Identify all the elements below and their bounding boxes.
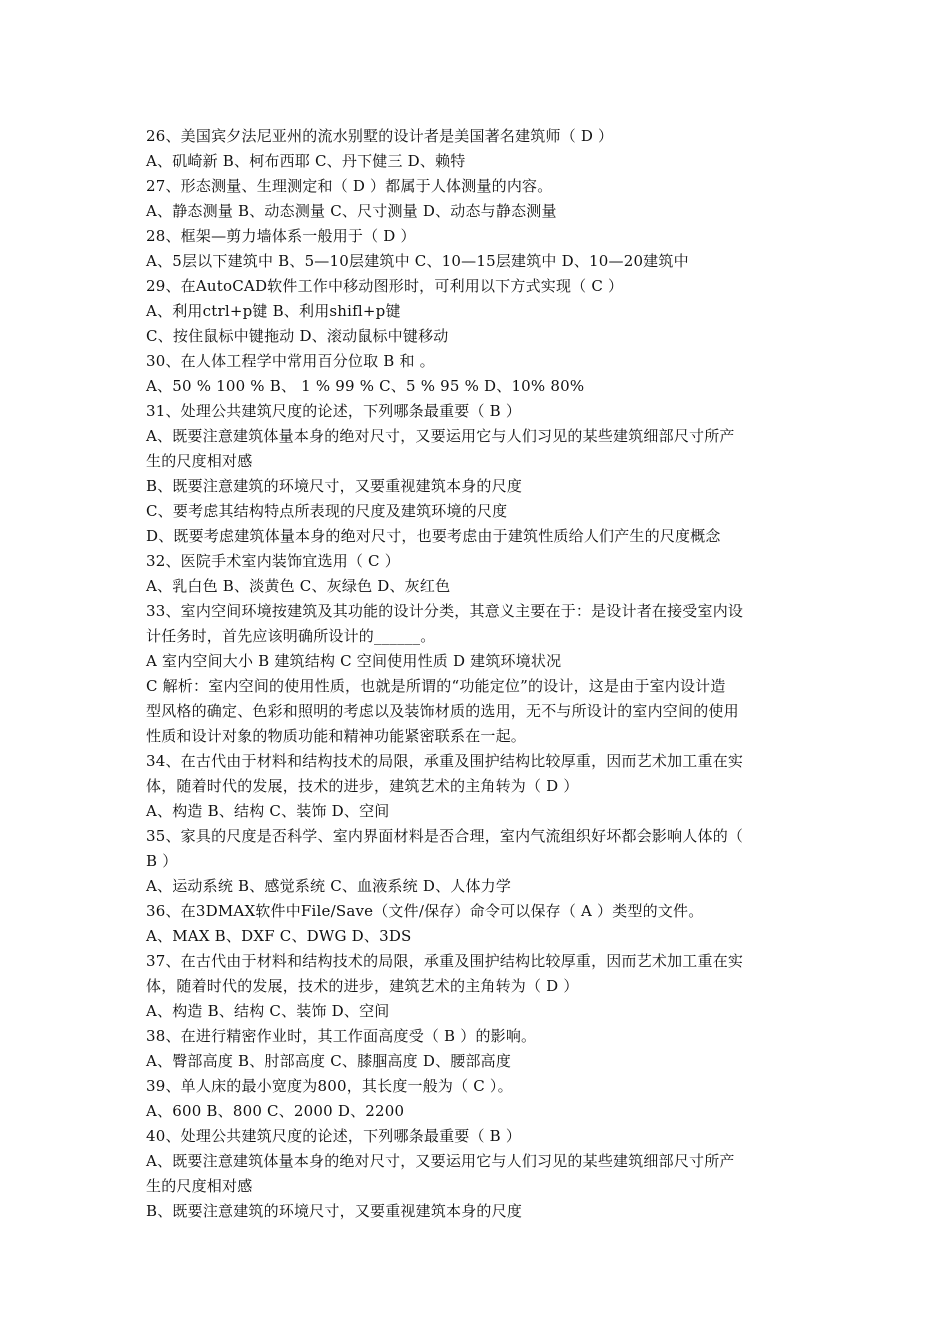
option-31-a-line-1: A、既要注意建筑体量本身的绝对尺寸，又要运用它与人们习见的某些建筑细部尺寸所产 (146, 427, 735, 445)
question-34-line-1: 34、在古代由于材料和结构技术的局限，承重及围护结构比较厚重，因而艺术加工重在实 (146, 752, 744, 770)
options-28: A、5层以下建筑中 B、5—10层建筑中 C、10—15层建筑中 D、10—20建筑中 (146, 252, 689, 270)
question-39: 39、单人床的最小宽度为800，其长度一般为（ C ）。 (146, 1077, 513, 1095)
analysis-33-line-1: C 解析：室内空间的使用性质，也就是所谓的“功能定位”的设计，这是由于室内设计造 (146, 677, 726, 695)
question-38: 38、在进行精密作业时，其工作面高度受（ B ）的影响。 (146, 1027, 537, 1045)
option-31-b: B、既要注意建筑的环境尺寸，又要重视建筑本身的尺度 (146, 477, 523, 495)
document-body (146, 124, 814, 1224)
question-34-line-2: 体，随着时代的发展，技术的进步，建筑艺术的主角转为（ D ） (146, 777, 579, 795)
options-26: A、矶崎新 B、柯布西耶 C、丹下健三 D、赖特 (146, 152, 466, 170)
question-28: 28、框架—剪力墙体系一般用于（ D ） (146, 227, 416, 245)
options-39: A、600 B、800 C、2000 D、2200 (146, 1102, 405, 1120)
option-40-b: B、既要注意建筑的环境尺寸，又要重视建筑本身的尺度 (146, 1202, 523, 1220)
analysis-33-line-3: 性质和设计对象的物质功能和精神功能紧密联系在一起。 (146, 727, 527, 745)
options-37: A、构造 B、结构 C、装饰 D、空间 (146, 1002, 390, 1020)
options-29-line-2: C、按住鼠标中键拖动 D、滚动鼠标中键移动 (146, 327, 449, 345)
options-32: A、乳白色 B、淡黄色 C、灰绿色 D、灰红色 (146, 577, 451, 595)
option-40-a-line-2: 生的尺度相对感 (146, 1177, 253, 1195)
options-34: A、构造 B、结构 C、装饰 D、空间 (146, 802, 390, 820)
question-27: 27、形态测量、生理测定和（ D ）都属于人体测量的内容。 (146, 177, 553, 195)
option-40-a-line-1: A、既要注意建筑体量本身的绝对尺寸，又要运用它与人们习见的某些建筑细部尺寸所产 (146, 1152, 735, 1170)
question-36: 36、在3DMAX软件中File/Save（文件/保存）命令可以保存（ A ）类型的文件。 (146, 902, 704, 920)
question-37-line-2: 体，随着时代的发展，技术的进步，建筑艺术的主角转为（ D ） (146, 977, 579, 995)
option-31-d: D、既要考虑建筑体量本身的绝对尺寸，也要考虑由于建筑性质给人们产生的尺度概念 (146, 527, 721, 545)
question-33-line-2: 计任务时，首先应该明确所设计的______。 (146, 627, 436, 645)
options-36: A、MAX B、DXF C、DWG D、3DS (146, 927, 412, 945)
option-31-a-line-2: 生的尺度相对感 (146, 452, 253, 470)
question-30: 30、在人体工程学中常用百分位取 B 和 。 (146, 352, 435, 370)
question-37-line-1: 37、在古代由于材料和结构技术的局限，承重及围护结构比较厚重，因而艺术加工重在实 (146, 952, 744, 970)
question-40: 40、处理公共建筑尺度的论述，下列哪条最重要（ B ） (146, 1127, 522, 1145)
options-29-line-1: A、利用ctrl+p键 B、利用shifl+p键 (146, 302, 401, 320)
question-35-line-2: B ） (146, 852, 178, 870)
options-27: A、静态测量 B、动态测量 C、尺寸测量 D、动态与静态测量 (146, 202, 557, 220)
options-33: A 室内空间大小 B 建筑结构 C 空间使用性质 D 建筑环境状况 (146, 652, 562, 670)
options-38: A、臀部高度 B、肘部高度 C、膝腘高度 D、腰部高度 (146, 1052, 512, 1070)
question-31: 31、处理公共建筑尺度的论述，下列哪条最重要（ B ） (146, 402, 522, 420)
options-30: A、50 % 100 % B、 1 % 99 % C、5 % 95 % D、10% 80% (146, 377, 585, 395)
question-35-line-1: 35、家具的尺度是否科学、室内界面材料是否合理，室内气流组织好坏都会影响人体的（ (146, 827, 744, 845)
option-31-c: C、要考虑其结构特点所表现的尺度及建筑环境的尺度 (146, 502, 508, 520)
analysis-33-line-2: 型风格的确定、色彩和照明的考虑以及装饰材质的选用，无不与所设计的室内空间的使用 (146, 702, 739, 720)
question-33-line-1: 33、室内空间环境按建筑及其功能的设计分类，其意义主要在于：是设计者在接受室内设 (146, 602, 744, 620)
question-32: 32、医院手术室内装饰宜选用（ C ） (146, 552, 400, 570)
options-35: A、运动系统 B、感觉系统 C、血液系统 D、人体力学 (146, 877, 512, 895)
question-29: 29、在AutoCAD软件工作中移动图形时，可利用以下方式实现（ C ） (146, 277, 624, 295)
question-26: 26、美国宾夕法尼亚州的流水别墅的设计者是美国著名建筑师（ D ） (146, 127, 614, 145)
